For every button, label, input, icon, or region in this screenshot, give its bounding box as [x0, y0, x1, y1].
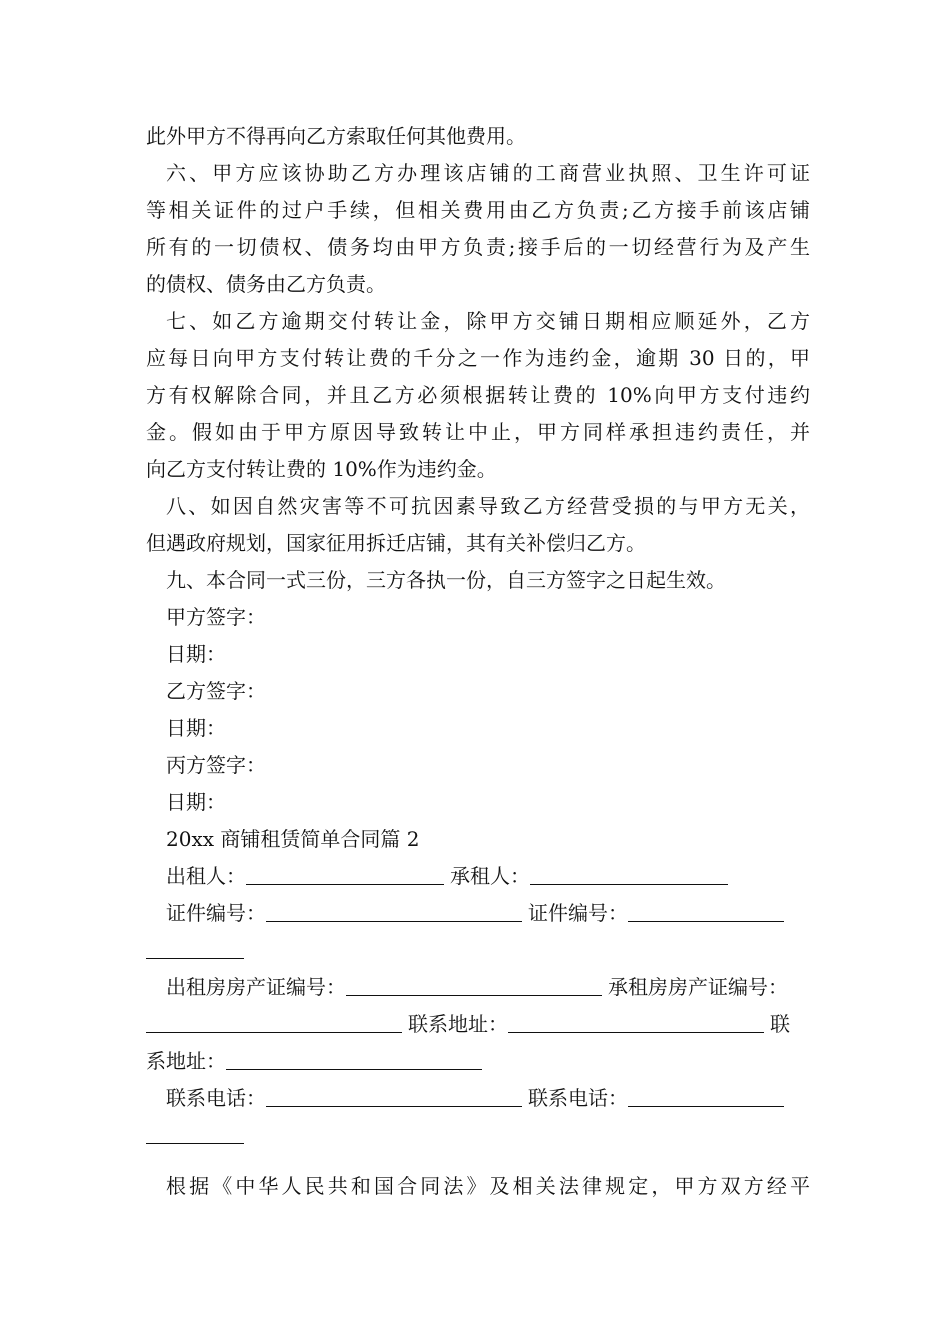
date-label: 日期：	[166, 642, 226, 666]
address-label-lessee-start: 联	[770, 1012, 790, 1036]
id-label-lessor: 证件编号：	[166, 901, 266, 925]
phone-label-lessor: 联系电话：	[166, 1086, 266, 1110]
paragraph-line: 九、本合同一式三份，三方各执一份，自三方签字之日起生效。	[166, 568, 726, 592]
section-heading: 20xx 商铺租赁简单合同篇 2	[166, 827, 420, 851]
closing-paragraph-line: 根据《中华人民共和国合同法》及相关法律规定，甲方双方经平	[166, 1174, 810, 1198]
paragraph-line: 所有的一切债权、债务均由甲方负责;接手后的一切经营行为及产生	[146, 235, 810, 259]
lessee-cert-blank	[146, 1010, 402, 1033]
paragraph-line: 但遇政府规划，国家征用拆迁店铺，其有关补偿归乙方。	[146, 531, 646, 555]
paragraph-line: 此外甲方不得再向乙方索取任何其他费用。	[146, 124, 526, 148]
signature-label-party-a: 甲方签字：	[166, 605, 266, 629]
lessor-blank	[246, 862, 444, 885]
paragraph-line: 向乙方支付转让费的 10%作为违约金。	[146, 457, 497, 481]
lessor-cert-blank	[346, 973, 602, 996]
paragraph-line: 七、如乙方逾期交付转让金，除甲方交铺日期相应顺延外，乙方	[166, 309, 810, 333]
form-line-phone	[146, 1080, 810, 1117]
lessor-label: 出租人：	[166, 864, 246, 888]
form-line-parties	[146, 858, 810, 895]
phone-blank-lessee-cont	[146, 1121, 244, 1144]
id-blank-lessor	[266, 899, 522, 922]
signature-label-party-b: 乙方签字：	[166, 679, 266, 703]
form-line-id-cont	[146, 932, 810, 969]
form-line-phone-cont	[146, 1117, 810, 1154]
id-label-lessee: 证件编号：	[528, 901, 628, 925]
lessee-blank	[530, 862, 728, 885]
paragraph-line: 八、如因自然灾害等不可抗因素导致乙方经营受损的与甲方无关，	[166, 494, 810, 518]
form-line-address-cont	[146, 1043, 810, 1080]
paragraph-line: 方有权解除合同，并且乙方必须根据转让费的 10%向甲方支付违约	[146, 383, 810, 407]
paragraph-line: 六、甲方应该协助乙方办理该店铺的工商营业执照、卫生许可证	[166, 161, 810, 185]
lessee-cert-label: 承租房房产证编号：	[608, 975, 788, 999]
paragraph-line: 应每日向甲方支付转让费的千分之一作为违约金，逾期 30 日的，甲	[146, 346, 810, 370]
paragraph-line: 金。假如由于甲方原因导致转让中止，甲方同样承担违约责任，并	[146, 420, 810, 444]
address-label-lessor: 联系地址：	[408, 1012, 508, 1036]
phone-blank-lessee	[628, 1084, 784, 1107]
lessee-label: 承租人：	[450, 864, 530, 888]
paragraph-line: 等相关证件的过户手续，但相关费用由乙方负责;乙方接手前该店铺	[146, 198, 810, 222]
address-label-lessee-end: 系地址：	[146, 1049, 226, 1073]
id-blank-lessee	[628, 899, 784, 922]
lessor-cert-label: 出租房房产证编号：	[166, 975, 346, 999]
id-blank-lessee-cont	[146, 936, 244, 959]
form-line-cert	[146, 969, 810, 1006]
phone-label-lessee: 联系电话：	[528, 1086, 628, 1110]
signature-label-party-c: 丙方签字：	[166, 753, 266, 777]
phone-blank-lessor	[266, 1084, 522, 1107]
form-line-cert-cont	[146, 1006, 810, 1043]
date-label: 日期：	[166, 790, 226, 814]
address-blank-lessee	[226, 1047, 482, 1070]
form-line-id	[146, 895, 810, 932]
address-blank-lessor	[508, 1010, 764, 1033]
date-label: 日期：	[166, 716, 226, 740]
paragraph-line: 的债权、债务由乙方负责。	[146, 272, 386, 296]
